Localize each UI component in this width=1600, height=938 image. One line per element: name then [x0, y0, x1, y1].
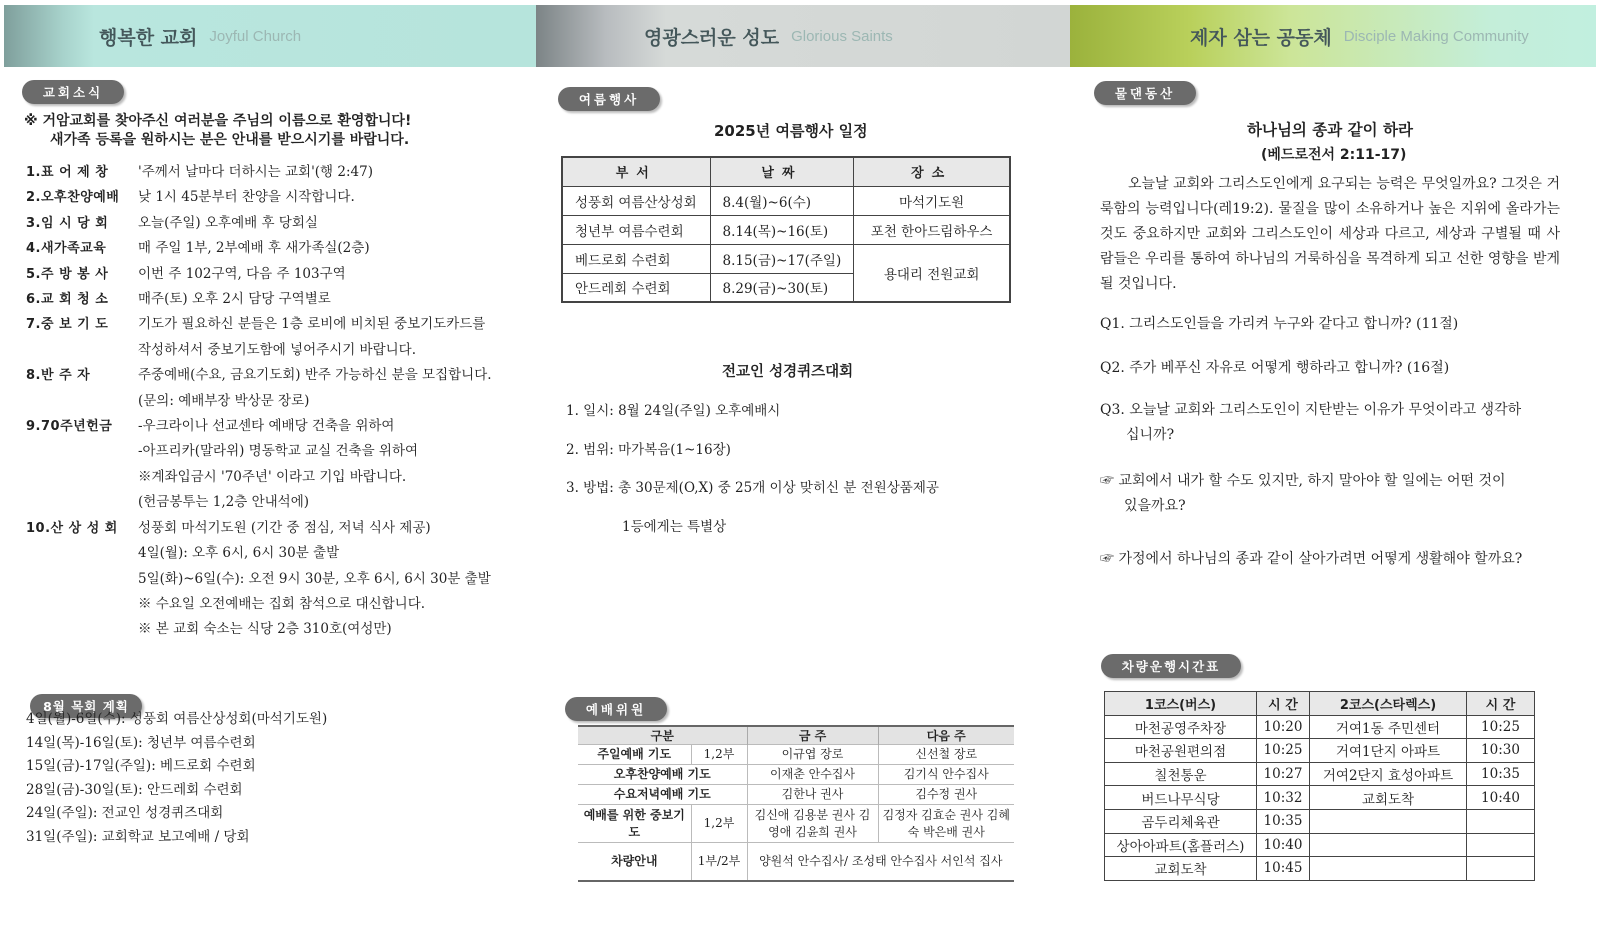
duty-next-week: 김수정 권사 [878, 785, 1014, 805]
quiz-heading: 전교인 성경퀴즈대회 [722, 364, 854, 380]
news-item-label: 4.새가족교육 [26, 241, 107, 257]
course-2-time [1467, 809, 1535, 833]
col-next-week: 다음 주 [878, 726, 1014, 745]
course-1-time: 10:25 [1257, 739, 1310, 763]
header-title-ko: 영광스러운 성도 [644, 26, 780, 49]
news-item-text: ※계좌입금시 '70주년' 이라고 기입 바랍니다. [138, 468, 407, 485]
question-1: Q1. 그리스도인들을 가리켜 누구와 같다고 합니까? (11절) [1100, 316, 1459, 332]
news-item-text: ※ 본 교회 숙소는 식당 2층 310호(여성만) [138, 621, 392, 638]
course-1-time: 10:32 [1257, 786, 1310, 810]
course-1-stop: 교회도착 [1105, 857, 1257, 881]
table-row [562, 186, 1010, 215]
news-item-row [26, 567, 516, 592]
question-3-line-2: 십니까? [1126, 427, 1175, 443]
event-dept: 안드레회 수련회 [562, 273, 710, 302]
news-item-row [26, 617, 516, 642]
duty-next-week: 김기식 안수집사 [878, 765, 1014, 785]
course-2-stop: 거여1단지 아파트 [1310, 739, 1467, 763]
news-item-label: 10.산 상 성 회 [26, 520, 118, 536]
duty-service: 1,2부 [691, 745, 747, 765]
course-1-time: 10:40 [1257, 833, 1310, 857]
meditation-scripture-ref: (베드로전서 2:11-17) [1261, 147, 1407, 163]
header-joyful-church [4, 5, 536, 67]
section-label-news: 교회소식 [22, 80, 124, 104]
quiz-special-prize: 1등에게는 특별상 [622, 519, 727, 535]
news-item-label [26, 439, 138, 464]
news-item-label: 9.70주년헌금 [26, 419, 113, 435]
news-list [26, 160, 516, 643]
news-item-text: 이번 주 102구역, 다음 주 103구역 [138, 265, 346, 282]
col-time-1: 시 간 [1257, 692, 1310, 716]
plan-item: 4일(월)-6일(수): 성풍회 여름산상성회(마석기도원) [26, 711, 328, 727]
news-item-label: 5.주 방 봉 사 [26, 266, 109, 282]
news-item-label [26, 490, 138, 515]
news-item-row [26, 262, 516, 287]
summer-events-table [561, 156, 1011, 303]
course-1-stop: 곰두리체육관 [1105, 809, 1257, 833]
table-row [1105, 715, 1535, 739]
news-item-text: 5일(화)~6일(수): 오전 9시 30분, 오후 6시, 6시 30분 출발 [138, 570, 491, 587]
duty-service: 1부/2부 [691, 843, 747, 881]
table-row [1105, 762, 1535, 786]
course-1-time: 10:27 [1257, 762, 1310, 786]
course-2-time: 10:25 [1467, 715, 1535, 739]
news-item-row [26, 439, 516, 464]
plan-item: 14일(목)-16일(토): 청년부 여름수련회 [26, 734, 256, 751]
question-2: Q2. 주가 베푸신 자유로 어떻게 행하라고 합니까? (16절) [1100, 360, 1450, 376]
news-item-label: 8.반 주 자 [26, 368, 91, 384]
table-row [1105, 809, 1535, 833]
course-1-time: 10:35 [1257, 809, 1310, 833]
duty-this-week: 김한나 권사 [747, 785, 878, 805]
col-time-2: 시 간 [1467, 692, 1535, 716]
meditation-paragraph [1100, 172, 1560, 297]
duty-this-week: 이규엽 장로 [747, 745, 878, 765]
course-2-time [1467, 857, 1535, 881]
table-row [578, 785, 1014, 805]
news-item-label: 1.표 어 제 창 [26, 165, 109, 180]
col-course-2: 2코스(스타렉스) [1310, 692, 1467, 716]
welcome-line-2: 새가족 등록을 원하시는 분은 안내를 받으시기를 바랍니다. [50, 132, 410, 148]
news-item-label [26, 465, 138, 490]
table-row [1105, 739, 1535, 763]
news-item-text: '주께서 날마다 더하시는 교회'(행 2:47) [138, 164, 373, 180]
news-item-label: 3.임 시 당 회 [26, 215, 109, 231]
duty-label: 예배를 위한 중보기도 [578, 805, 691, 843]
header-title-en: Glorious Saints [791, 27, 893, 45]
header-disciple-community [1070, 5, 1596, 67]
news-item-label [26, 592, 138, 617]
event-place: 포천 한아드림하우스 [854, 215, 1010, 244]
col-category: 구분 [578, 726, 747, 745]
section-label-summer: 여름행사 [558, 87, 660, 111]
course-1-stop: 상아아파트(홈플러스) [1105, 833, 1257, 857]
news-item-label [26, 617, 138, 642]
question-3-line-1: Q3. 오늘날 교회와 그리스도인이 지탄받는 이유가 무엇이라고 생각하 [1100, 402, 1522, 418]
table-row [578, 843, 1014, 881]
news-item-row [26, 592, 516, 617]
duty-next-week: 신선철 장로 [878, 745, 1014, 765]
course-2-stop [1310, 809, 1467, 833]
welcome-notice [24, 112, 411, 150]
duty-label: 수요저녁예배 기도 [578, 785, 747, 805]
event-date: 8.14(목)~16(토) [710, 215, 854, 244]
plan-item: 15일(금)-17일(주일): 베드로회 수련회 [26, 758, 256, 774]
news-item-text: (헌금봉투는 1,2층 안내석에) [138, 494, 309, 511]
course-1-stop: 마천공원편의점 [1105, 739, 1257, 763]
news-item-label [26, 567, 138, 592]
header-title-en: Joyful Church [209, 27, 302, 45]
news-item-row [26, 211, 516, 236]
course-1-stop: 버드나무식당 [1105, 786, 1257, 810]
monthly-plan-list [26, 708, 327, 849]
plan-item: 31일(주일): 교회학교 보고예배 / 당회 [26, 828, 250, 845]
news-item-text: ※ 수요일 오전예배는 집회 참석으로 대신합니다. [138, 595, 426, 612]
news-item-label: 2.오후찬양예배 [26, 190, 120, 206]
course-1-time: 10:45 [1257, 857, 1310, 881]
news-item-label [26, 541, 138, 566]
news-item-text: 작성하셔서 중보기도함에 넣어주시기 바랍니다. [138, 341, 416, 358]
header-title-ko: 행복한 교회 [99, 26, 198, 49]
news-item-row [26, 363, 516, 388]
news-item-label: 7.중 보 기 도 [26, 317, 109, 333]
worship-committee-table [578, 725, 1014, 882]
duty-next-week: 김정자 김효순 권사 김혜숙 박은배 권사 [878, 805, 1014, 843]
news-item-row [26, 541, 516, 566]
news-item-row [26, 338, 516, 363]
header-glorious-saints [536, 5, 1070, 67]
summer-schedule-heading: 2025년 여름행사 일정 [714, 122, 868, 140]
table-row [1105, 833, 1535, 857]
header-title-ko: 제자 삼는 공동체 [1190, 26, 1332, 49]
section-label-meditation: 물댄동산 [1094, 81, 1196, 105]
course-2-stop: 교회도착 [1310, 786, 1467, 810]
news-item-row [26, 287, 516, 312]
course-2-time [1467, 833, 1535, 857]
news-item-text: 4일(월): 오후 6시, 6시 30분 출발 [138, 545, 340, 562]
news-item-label [26, 338, 138, 363]
course-1-stop: 칠천통운 [1105, 762, 1257, 786]
header-title-en: Disciple Making Community [1343, 27, 1529, 45]
quiz-item: 1. 일시: 8월 24일(주일) 오후예배시 [566, 403, 781, 419]
event-dept: 성풍회 여름산상성회 [562, 186, 710, 215]
news-item-text: (문의: 예배부장 박상문 장로) [138, 392, 310, 409]
news-item-row [26, 516, 516, 541]
duty-this-week: 양원석 안수집사/ 조성태 안수집사 서인석 집사 [747, 843, 1014, 881]
news-item-text: 매 주일 1부, 2부예배 후 새가족실(2층) [138, 240, 370, 257]
course-2-stop: 거여1동 주민센터 [1310, 715, 1467, 739]
news-item-label [26, 389, 138, 414]
table-row [1105, 857, 1535, 881]
col-date: 날짜 [710, 157, 854, 186]
event-dept: 베드로회 수련회 [562, 244, 710, 273]
news-item-text: 기도가 필요하신 분들은 1층 로비에 비치된 중보기도카드를 [138, 316, 486, 333]
course-1-stop: 마천공영주차장 [1105, 715, 1257, 739]
news-item-text: 주중예배(수요, 금요기도회) 반주 가능하신 분을 모집합니다. [138, 367, 492, 384]
course-2-stop [1310, 833, 1467, 857]
application-2: ☞ 가정에서 하나님의 종과 같이 살아가려면 어떻게 생활해야 할까요? [1100, 551, 1523, 567]
duty-label: 차량안내 [578, 843, 691, 881]
news-item-text: -우크라이나 선교센타 예배당 건축을 위하여 [138, 418, 395, 435]
col-place: 장소 [854, 157, 1010, 186]
meditation-text: 오늘날 교회와 그리스도인에게 요구되는 능력은 무엇일까요? 그것은 거룩함의 능력입니다(레19:2). 물질을 많이 소유하거나 높은 지위에 올라가는 것도 중요하지만 교회와 그리스도인이 세상과 다르고, 세상과 구별될 때 사람들은 우리를 통하여 하나님의 거룩하심을 목격하게 되고 선한 영향을 받게 될 것입니다. [1100, 176, 1560, 292]
news-item-row [26, 389, 516, 414]
quiz-item: 3. 방법: 총 30문제(O,X) 중 25개 이상 맞히신 분 전원상품제공 [566, 480, 939, 496]
section-label-plan: 8월 목회 계획 [30, 694, 142, 718]
news-item-row [26, 312, 516, 337]
application-1-line-2: 있을까요? [1124, 498, 1186, 514]
event-dept: 청년부 여름수련회 [562, 215, 710, 244]
event-date: 8.4(월)~6(수) [710, 186, 854, 215]
course-2-time: 10:35 [1467, 762, 1535, 786]
section-label-shuttle: 차량운행시간표 [1101, 654, 1241, 678]
news-item-row [26, 236, 516, 261]
course-2-stop: 거여2단지 효성아파트 [1310, 762, 1467, 786]
table-row [1105, 786, 1535, 810]
col-course-1: 1코스(버스) [1105, 692, 1257, 716]
col-dept: 부서 [562, 157, 710, 186]
table-row [578, 765, 1014, 785]
news-item-row [26, 160, 516, 185]
table-row [578, 805, 1014, 843]
duty-label: 오후찬양예배 기도 [578, 765, 747, 785]
table-row [562, 215, 1010, 244]
news-item-row [26, 185, 516, 210]
course-2-time: 10:40 [1467, 786, 1535, 810]
news-item-text: 낮 1시 45분부터 찬양을 시작합니다. [138, 189, 355, 206]
news-item-text: 오늘(주일) 오후예배 후 당회실 [138, 214, 318, 231]
meditation-heading: 하나님의 종과 같이 하라 [1247, 121, 1413, 139]
news-item-text: 매주(토) 오후 2시 담당 구역별로 [138, 291, 331, 308]
event-date: 8.29(금)~30(토) [710, 273, 854, 302]
quiz-item: 2. 범위: 마가복음(1~16장) [566, 442, 731, 458]
news-item-row [26, 414, 516, 439]
course-2-time: 10:30 [1467, 739, 1535, 763]
welcome-line-1: ※ 거암교회를 찾아주신 여러분을 주님의 이름으로 환영합니다! [24, 113, 412, 129]
event-place: 마석기도원 [854, 186, 1010, 215]
shuttle-rows [1105, 715, 1535, 880]
event-date: 8.15(금)~17(주일) [710, 244, 854, 273]
news-item-row [26, 465, 516, 490]
news-item-label: 6.교 회 청 소 [26, 292, 109, 308]
news-item-text: -아프리카(말라위) 명동학교 교실 건축을 위하여 [138, 443, 419, 460]
news-item-text: 성풍회 마석기도원 (기간 중 점심, 저녁 식사 제공) [138, 519, 431, 536]
section-label-worship: 예배위원 [565, 697, 667, 721]
course-2-stop [1310, 857, 1467, 881]
news-item-row [26, 490, 516, 515]
plan-item: 24일(주일): 전교인 성경퀴즈대회 [26, 805, 224, 821]
event-place: 용대리 전원교회 [854, 244, 1010, 302]
duty-this-week: 김신애 김용분 권사 김영애 김윤희 권사 [747, 805, 878, 843]
col-this-week: 금 주 [747, 726, 878, 745]
plan-item: 28일(금)-30일(토): 안드레회 수련회 [26, 781, 243, 798]
table-row [578, 745, 1014, 765]
duty-service: 1,2부 [691, 805, 747, 843]
application-1-line-1: ☞ 교회에서 내가 할 수도 있지만, 하지 말아야 할 일에는 어떤 것이 [1100, 473, 1506, 489]
shuttle-schedule-table [1104, 691, 1535, 881]
table-row [562, 244, 1010, 273]
duty-this-week: 이재춘 안수집사 [747, 765, 878, 785]
course-1-time: 10:20 [1257, 715, 1310, 739]
duty-label: 주일예배 기도 [578, 745, 691, 765]
